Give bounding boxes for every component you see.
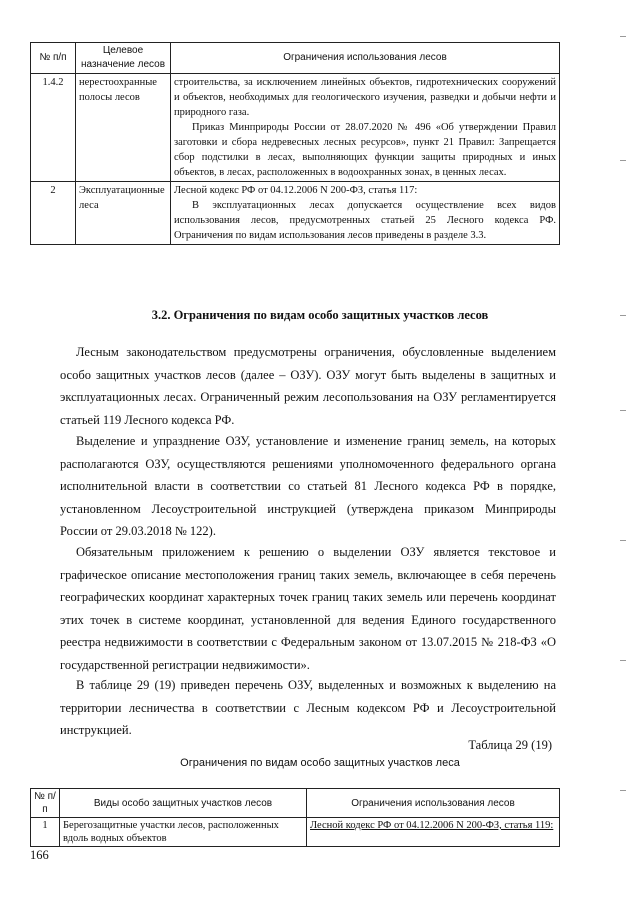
body-paragraph: Обязательным приложением к решению о выделении ОЗУ является текстовое и графическое описание местоположения границ таких земель, включающее в себя перечень географических координат характерных точек границ таких земель или перечень координат этих точек в системе координат, установленной для ведения Единого государственного реестра недвижимости в соответствии с Федеральным законом от 13.07.2015 № 218-ФЗ «О государственной регистрации недвижимости». [60,545,556,672]
body-paragraph: Лесным законодательством предусмотрены ограничения, обусловленные выделением особо защитных участков лесов (далее – ОЗУ). ОЗУ могут быть выделены в защитных и эксплуатационных лесах. Ограниченный режим лесопользования на ОЗУ регламентируется статьей 119 Лесного кодекса РФ. [60,345,556,427]
table-header-row [31,43,560,74]
scan-edge-mark [620,160,626,161]
header-kinds: Виды особо защитных участков лесов [60,789,307,818]
row-num: 1 [31,818,60,847]
table-header-row [31,789,560,818]
scan-edge-mark [620,790,626,791]
row-num: 2 [31,182,76,245]
table-row [31,182,560,245]
section-heading: 3.2. Ограничения по видам особо защитных участков лесов [151,308,489,322]
restrictions-table-continued [30,42,560,245]
row-restriction: Лесной кодекс РФ от 04.12.2006 N 200-ФЗ, статья 119: [307,818,560,847]
restriction-text: Лесной кодекс РФ от 04.12.2006 N 200-ФЗ, статья 117: [174,185,418,196]
ozu-restrictions-table [30,788,560,847]
header-num: № п/п [31,43,76,74]
row-restrictions [171,182,560,245]
header-restrictions: Ограничения использования лесов [171,43,560,74]
body-paragraph: В таблице 29 (19) приведен перечень ОЗУ, выделенных и возможных к выделению на территории лесничества в соответствии с Лесным кодексом РФ и Лесоустроительной инструкцией. [60,678,556,737]
scan-edge-mark [620,660,626,661]
restriction-text: В эксплуатационных лесах допускается осуществление всех видов использования лесов, предусмотренных статьей 25 Лесного кодекса РФ. Ограничения по видам использования лесов приведены в разделе 3.3. [174,200,556,241]
page-number: 166 [30,848,49,862]
scan-edge-mark [620,315,626,316]
body-paragraph: Выделение и упразднение ОЗУ, установление и изменение границ земель, на которых располагаются ОЗУ, осуществляются решениями уполномоченного федерального органа исполнительной власти в соответствии со статьей 81 Лесного кодекса РФ в порядке, установленном Лесоустроительной инструкцией (утверждена приказом Минприроды России от 29.03.2018 № 122). [60,434,556,538]
restriction-text: строительства, за исключением линейных объектов, гидротехнических сооружений и объектов, необходимых для геологического изучения, разведки и добычи нефти и природного газа. [174,77,556,118]
table-title: Ограничения по видам особо защитных участков леса [180,757,460,769]
scan-edge-mark [620,410,626,411]
header-num: № п/п [31,789,60,818]
header-restrictions: Ограничения использования лесов [307,789,560,818]
scan-edge-mark [620,540,626,541]
table-row [31,74,560,182]
table-row [31,818,560,847]
restriction-text: Приказ Минприроды России от 28.07.2020 № 496 «Об утверждении Правил заготовки и сбора недревесных лесных ресурсов», пункт 21 Правил: Запрещается сбор подстилки в лесах, выполняющих функции защиты природных и иных объектов, в лесах, расположенных в водоохранных зонах, в ценных лесах. [174,122,556,178]
header-purpose: Целевое назначение лесов [76,43,171,74]
row-purpose: Эксплуатационные леса [76,182,171,245]
table-caption: Таблица 29 (19) [468,738,552,752]
row-restrictions [171,74,560,182]
row-kind: Берегозащитные участки лесов, расположенных вдоль водных объектов [60,818,307,847]
row-purpose: нерестоохранные полосы лесов [76,74,171,182]
row-num: 1.4.2 [31,74,76,182]
scan-edge-mark [620,36,626,37]
